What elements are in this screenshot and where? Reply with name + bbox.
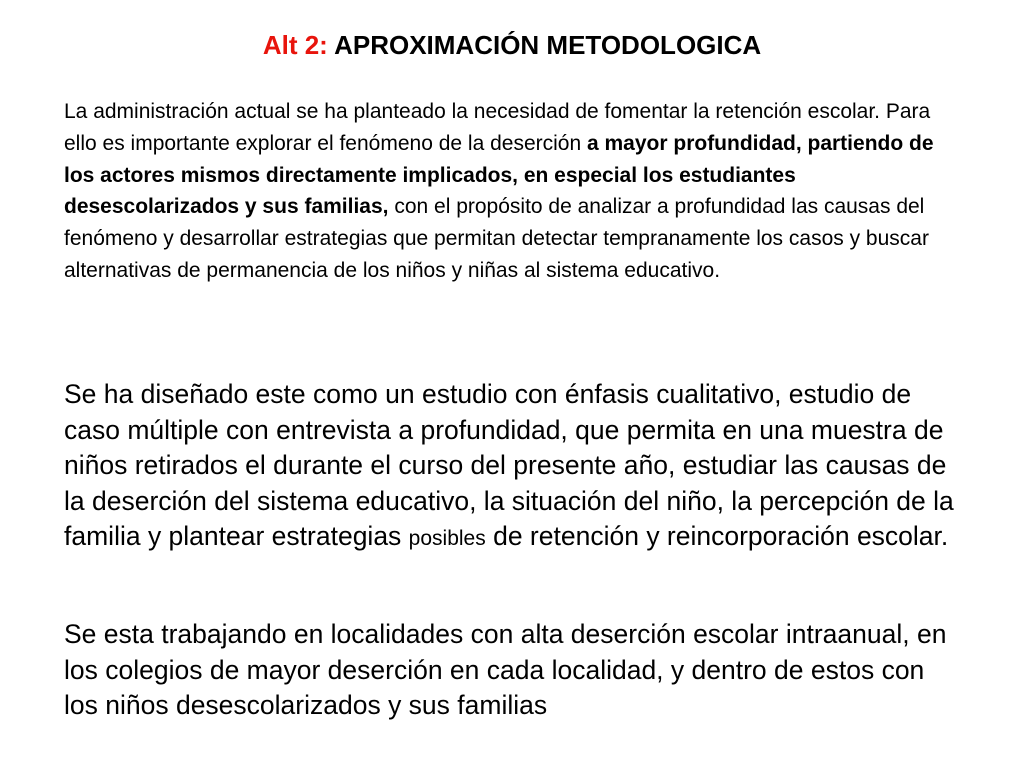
slide-title <box>0 28 1024 62</box>
paragraph-administration <box>64 96 964 287</box>
paragraph-study-design <box>64 377 964 557</box>
title-main: APROXIMACIÓN METODOLOGICA <box>334 30 762 60</box>
paragraph1-text-1: La administración actual se ha planteado la necesidad de fomentar la retención escolar. Para ello es importante explorar el fenómeno de la deserción <box>64 100 931 155</box>
paragraph2-small-word: posibles <box>408 527 486 551</box>
paragraph1-text-2: con el propósito de analizar a profundidad las causas del fenómeno y desarrollar estrategias que permitan detectar tempranamente los casos y buscar alternativas de permanencia de los niños y niñas al sistema educativo. <box>64 195 929 282</box>
title-prefix: Alt 2: <box>262 30 328 60</box>
paragraph-localities: Se esta trabajando en localidades con alta deserción escolar intraanual, en los colegios de mayor deserción en cada localidad, y dentro de estos con los niños desescolarizados y sus familias <box>64 619 947 721</box>
paragraph2-text-1: Se ha diseñado este como un estudio con énfasis cualitativo, estudio de caso múltiple con entrevista a profundidad, que permita en una muestra de niños retirados el durante el curso del presente año, estudiar las causas de la deserción del sistema educativo, la situación del niño, la percepción de la familia y plantear estrategias <box>64 379 954 552</box>
paragraph1-bold-text: a mayor profundidad, partiendo de los actores mismos directamente implicados, en especial los estudiantes desescolarizados y sus familias, <box>64 131 934 219</box>
paragraph2-text-2: de retención y reincorporación escolar. <box>485 521 949 552</box>
